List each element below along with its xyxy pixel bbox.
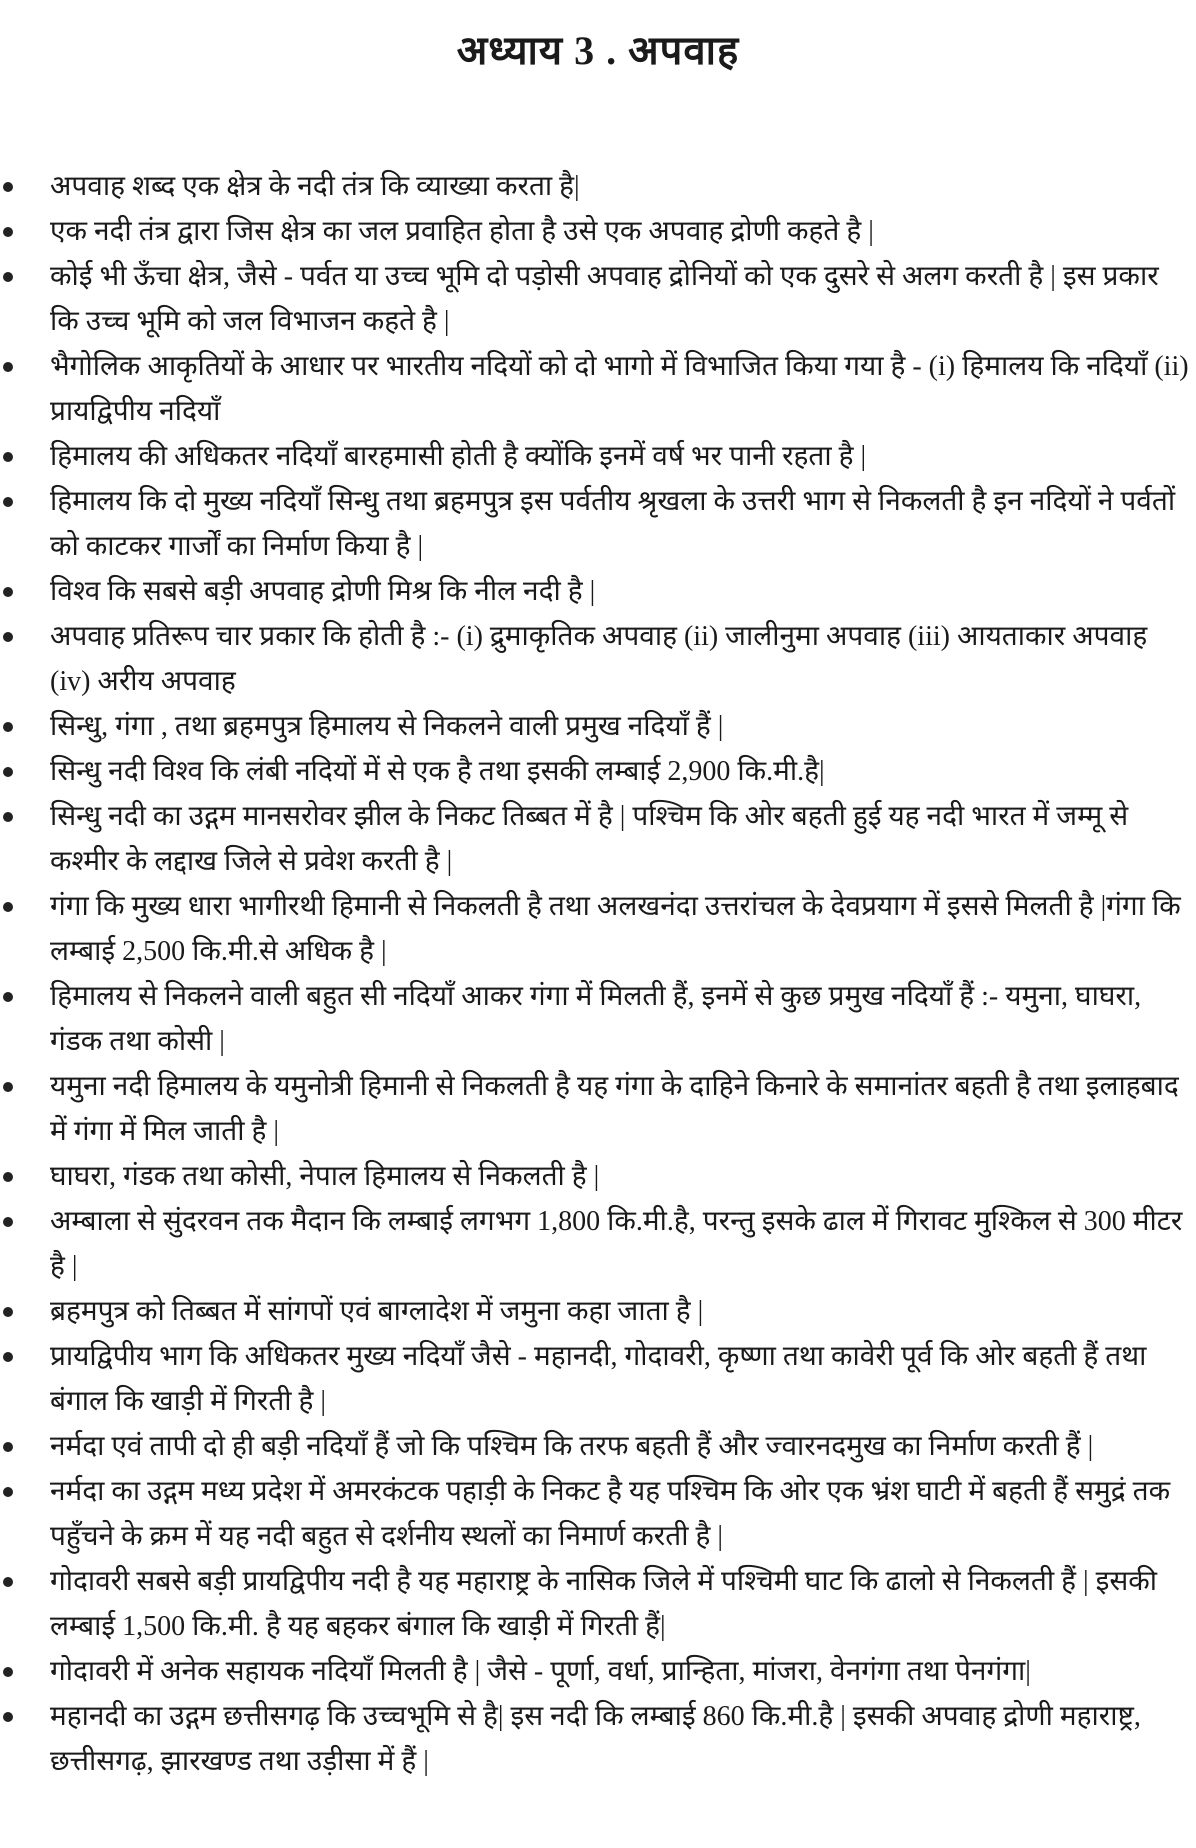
- list-item: [0, 209, 1190, 254]
- list-item: [0, 569, 1190, 614]
- bullet-icon: [3, 1577, 13, 1587]
- list-item-text: गोदावरी सबसे बड़ी प्रायद्विपीय नदी है यह महाराष्ट्र के नासिक जिले में पश्चिमी घाट कि ढालो से निकलती हैं | इसकी लम्बाई 1,500 कि.मी. है यह बहकर बंगाल कि खाड़ी में गिरती हैं|: [50, 1566, 1158, 1642]
- bullet-icon: [3, 1217, 13, 1227]
- list-item-text: सिन्धु नदी विश्व कि लंबी नदियों में से एक है तथा इसकी लम्बाई 2,900 कि.मी.है|: [50, 756, 825, 787]
- bullet-icon: [3, 1667, 13, 1677]
- list-item: [0, 1154, 1190, 1199]
- bullet-icon: [3, 587, 13, 597]
- bullet-icon: [3, 1082, 13, 1092]
- list-item: [0, 614, 1190, 704]
- bullet-icon: [3, 497, 13, 507]
- bullet-icon: [3, 182, 13, 192]
- bullet-icon: [3, 902, 13, 912]
- list-item: [0, 1334, 1190, 1424]
- bullet-icon: [3, 1712, 13, 1722]
- list-item: [0, 1559, 1190, 1649]
- list-item: [0, 1694, 1190, 1784]
- bullet-icon: [3, 1442, 13, 1452]
- list-item-text: भैगोलिक आकृतियों के आधार पर भारतीय नदियों को दो भागो में विभाजित किया गया है - (i) हिमालय कि नदियाँ (ii) प्रायद्विपीय नदियाँ: [50, 351, 1189, 427]
- bullet-icon: [3, 1307, 13, 1317]
- list-item-text: अपवाह शब्द एक क्षेत्र के नदी तंत्र कि व्याख्या करता है|: [50, 171, 580, 202]
- list-item: [0, 749, 1190, 794]
- bullet-icon: [3, 1172, 13, 1182]
- list-item-text: गोदावरी में अनेक सहायक नदियाँ मिलती है | जैसे - पूर्णा, वर्धा, प्रान्हिता, मांजरा, वेनगंगा तथा पेनगंगा|: [50, 1656, 1031, 1687]
- bullet-icon: [3, 272, 13, 282]
- list-item-text: ब्रहमपुत्र को तिब्बत में सांगपों एवं बाग्लादेश में जमुना कहा जाता है |: [50, 1296, 704, 1327]
- list-item: [0, 1199, 1190, 1289]
- bullet-icon: [3, 722, 13, 732]
- list-item-text: अम्बाला से सुंदरवन तक मैदान कि लम्बाई लगभग 1,800 कि.मी.है, परन्तु इसके ढाल में गिरावट मुश्किल से 300 मीटर है |: [50, 1206, 1183, 1282]
- list-item-text: कोई भी ऊँचा क्षेत्र, जैसे - पर्वत या उच्च भूमि दो पड़ोसी अपवाह द्रोनियों को एक दुसरे से अलग करती है | इस प्रकार कि उच्च भूमि को जल विभाजन कहते है |: [50, 261, 1159, 337]
- list-item-text: नर्मदा एवं तापी दो ही बड़ी नदियाँ हैं जो कि पश्चिम कि तरफ बहती हैं और ज्वारनदमुख का निर्माण करती हैं |: [50, 1431, 1094, 1462]
- list-item: [0, 254, 1190, 344]
- list-item-text: विश्व कि सबसे बड़ी अपवाह द्रोणी मिश्र कि नील नदी है |: [50, 576, 596, 607]
- bullet-icon: [3, 452, 13, 462]
- list-item-text: प्रायद्विपीय भाग कि अधिकतर मुख्य नदियाँ जैसे - महानदी, गोदावरी, कृष्णा तथा कावेरी पूर्व कि ओर बहती हैं तथा बंगाल कि खाड़ी में गिरती है |: [50, 1341, 1147, 1417]
- list-item-text: सिन्धु, गंगा , तथा ब्रहमपुत्र हिमालय से निकलने वाली प्रमुख नदियाँ हैं |: [50, 711, 724, 742]
- bullet-icon: [3, 362, 13, 372]
- bullet-icon: [3, 1352, 13, 1362]
- bullet-icon: [3, 767, 13, 777]
- list-item: [0, 479, 1190, 569]
- list-item: [0, 1469, 1190, 1559]
- bullet-icon: [3, 992, 13, 1002]
- list-item: [0, 344, 1190, 434]
- list-item-text: महानदी का उद्गम छत्तीसगढ़ कि उच्चभूमि से है| इस नदी कि लम्बाई 860 कि.मी.है | इसकी अपवाह द्रोणी महाराष्ट्र, छत्तीसगढ़, झारखण्ड तथा उड़ीसा में हैं |: [50, 1701, 1141, 1777]
- list-item-text: हिमालय की अधिकतर नदियाँ बारहमासी होती है क्योंकि इनमें वर्ष भर पानी रहता है |: [50, 441, 867, 472]
- list-item: [0, 434, 1190, 479]
- list-item-text: घाघरा, गंडक तथा कोसी, नेपाल हिमालय से निकलती है |: [50, 1161, 600, 1192]
- list-item-text: हिमालय से निकलने वाली बहुत सी नदियाँ आकर गंगा में मिलती हैं, इनमें से कुछ प्रमुख नदियाँ हैं :- यमुना, घाघरा, गंडक तथा कोसी |: [50, 981, 1142, 1057]
- list-item-text: अपवाह प्रतिरूप चार प्रकार कि होती है :- (i) द्रुमाकृतिक अपवाह (ii) जालीनुमा अपवाह (iii) आयताकार अपवाह (iv) अरीय अपवाह: [50, 621, 1148, 697]
- list-item-text: हिमालय कि दो मुख्य नदियाँ सिन्धु तथा ब्रहमपुत्र इस पर्वतीय श्रृखला के उत्तरी भाग से निकलती है इन नदियों ने पर्वतों को काटकर गार्जों का निर्माण किया है |: [50, 486, 1176, 562]
- list-item-text: एक नदी तंत्र द्वारा जिस क्षेत्र का जल प्रवाहित होता है उसे एक अपवाह द्रोणी कहते है |: [50, 216, 874, 247]
- list-item-text: सिन्धु नदी का उद्गम मानसरोवर झील के निकट तिब्बत में है | पश्चिम कि ओर बहती हुई यह नदी भारत में जम्मू से कश्मीर के लद्दाख जिले से प्रवेश करती है |: [50, 801, 1129, 877]
- list-item: [0, 704, 1190, 749]
- list-item: [0, 1424, 1190, 1469]
- list-item-text: यमुना नदी हिमालय के यमुनोत्री हिमानी से निकलती है यह गंगा के दाहिने किनारे के समानांतर बहती है तथा इलाहबाद में गंगा में मिल जाती है |: [50, 1071, 1179, 1147]
- list-item: [0, 1649, 1190, 1694]
- bullet-icon: [3, 632, 13, 642]
- list-item: [0, 794, 1190, 884]
- list-item-text: नर्मदा का उद्गम मध्य प्रदेश में अमरकंटक पहाड़ी के निकट है यह पश्चिम कि ओर एक भ्रंश घाटी में बहती हैं समुद्रं तक पहुँचने के क्रम में यह नदी बहुत से दर्शनीय स्थलों का निमार्ण करती है |: [50, 1476, 1171, 1552]
- list-item-text: गंगा कि मुख्य धारा भागीरथी हिमानी से निकलती है तथा अलखनंदा उत्तरांचल के देवप्रयाग में इससे मिलती है |गंगा कि लम्बाई 2,500 कि.मी.से अधिक है |: [50, 891, 1181, 967]
- bullet-icon: [3, 1487, 13, 1497]
- bullet-list: [0, 164, 1190, 1784]
- list-item: [0, 1289, 1190, 1334]
- bullet-icon: [3, 227, 13, 237]
- list-item: [0, 884, 1190, 974]
- chapter-title: अध्याय 3 . अपवाह: [456, 27, 740, 73]
- list-item: [0, 1064, 1190, 1154]
- bullet-icon: [3, 812, 13, 822]
- list-item: [0, 974, 1190, 1064]
- list-item: [0, 164, 1190, 209]
